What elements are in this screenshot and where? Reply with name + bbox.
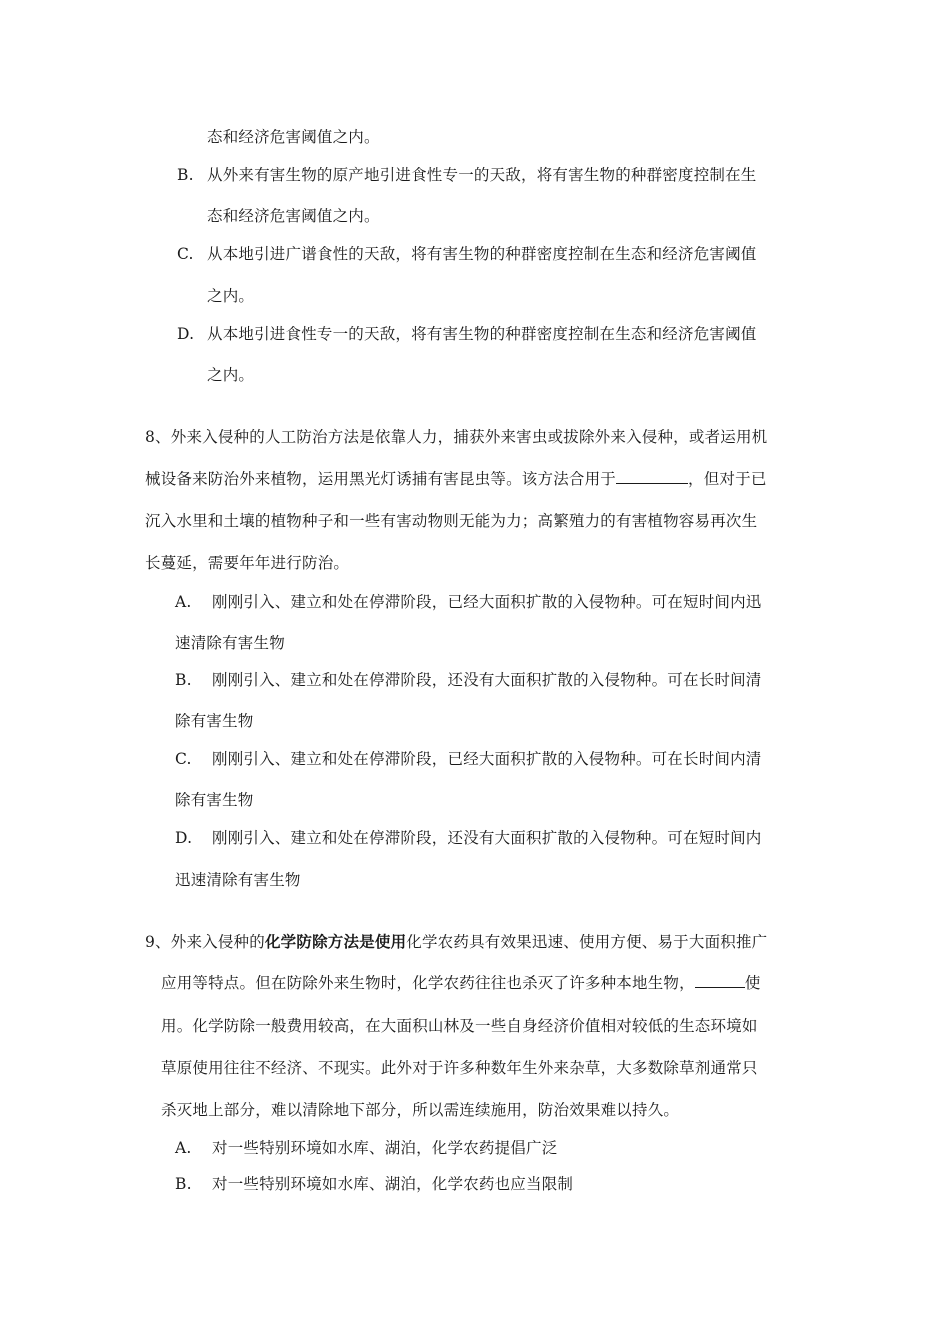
q8-option-a-continuation: 速清除有害生物: [175, 634, 285, 652]
option-text: 刚刚引入、建立和处在停滞阶段，已经大面积扩散的入侵物种。可在长时间内清: [212, 750, 762, 768]
q8-stem-line-1: 8、外来入侵种的人工防治方法是依靠人力，捕获外来害虫或拔除外来入侵种，或者运用机: [145, 428, 768, 446]
q8-stem-text-after-blank: ，但对于已: [688, 470, 767, 488]
q9-stem-line-1: [145, 932, 767, 952]
option-text: 对一些特别环境如水库、湖泊，化学农药也应当限制: [212, 1175, 574, 1193]
option-text: 对一些特别环境如水库、湖泊，化学农药提倡广泛: [212, 1139, 558, 1157]
option-text: 从本地引进食性专一的天敌，将有害生物的种群密度控制在生态和经济危害阈值: [207, 325, 757, 343]
q9-stem-line-2: [161, 973, 761, 993]
q7-option-a-continuation: 态和经济危害阈值之内。: [207, 128, 380, 146]
q7-option-d: [177, 324, 757, 344]
option-text: 刚刚引入、建立和处在停滞阶段，还没有大面积扩散的入侵物种。可在短时间内: [212, 829, 762, 847]
q9-stem-line-3: 用。化学防除一般费用较高，在大面积山林及一些自身经济价值相对较低的生态环境如: [161, 1017, 758, 1035]
q8-option-c: [175, 749, 762, 769]
q9-stem-text: 应用等特点。但在防除外来生物时，化学农药往往也杀灭了许多种本地生物，: [161, 974, 695, 992]
option-letter: D.: [177, 325, 195, 343]
q7-option-c: [177, 244, 757, 264]
q9-stem-line-4: 草原使用往往不经济、不现实。此外对于许多种数年生外来杂草，大多数除草剂通常只: [161, 1059, 758, 1077]
q7-option-b-continuation: 态和经济危害阈值之内。: [207, 207, 380, 225]
q8-stem-line-4: 长蔓延，需要年年进行防治。: [145, 554, 350, 572]
q9-stem-text-after-blank: 使: [744, 974, 761, 992]
q8-option-d-continuation: 迅速清除有害生物: [175, 871, 301, 889]
q9-stem-text-rest: 化学农药具有效果迅速、使用方便、易于大面积推广: [406, 933, 768, 951]
q9-option-a: [175, 1138, 557, 1158]
q8-stem-line-3: 沉入水里和土壤的植物种子和一些有害动物则无能为力；高繁殖力的有害植物容易再次生: [145, 512, 758, 530]
q9-stem-text: 9、外来入侵种的: [145, 933, 265, 951]
q8-option-b-continuation: 除有害生物: [175, 712, 254, 730]
q8-stem-line-2: [145, 469, 767, 489]
option-text: 刚刚引入、建立和处在停滞阶段，已经大面积扩散的入侵物种。可在短时间内迅: [212, 593, 762, 611]
option-text: 从外来有害生物的原产地引进食性专一的天敌，将有害生物的种群密度控制在生: [207, 166, 757, 184]
option-letter: A.: [175, 593, 192, 611]
q7-option-c-continuation: 之内。: [207, 287, 255, 305]
q8-option-d: [175, 828, 762, 848]
option-letter: C.: [175, 750, 192, 768]
q7-option-d-continuation: 之内。: [207, 366, 255, 384]
option-text: 刚刚引入、建立和处在停滞阶段，还没有大面积扩散的入侵物种。可在长时间清: [212, 671, 762, 689]
q9-bold-term: 化学防除方法是使用: [264, 932, 407, 951]
answer-blank[interactable]: [695, 973, 745, 988]
option-letter: A.: [175, 1139, 192, 1157]
option-letter: C.: [177, 245, 194, 263]
q9-option-b: [175, 1174, 573, 1194]
q9-stem-line-5: 杀灭地上部分，难以清除地下部分，所以需连续施用，防治效果难以持久。: [161, 1101, 680, 1119]
option-text: 从本地引进广谱食性的天敌，将有害生物的种群密度控制在生态和经济危害阈值: [207, 245, 757, 263]
option-letter: B.: [175, 1175, 192, 1193]
answer-blank[interactable]: [616, 469, 688, 484]
q8-option-a: [175, 592, 762, 612]
q8-option-c-continuation: 除有害生物: [175, 791, 254, 809]
option-letter: B.: [175, 671, 192, 689]
q7-option-b: [177, 165, 757, 185]
option-letter: D.: [175, 829, 193, 847]
q8-stem-text: 械设备来防治外来植物，运用黑光灯诱捕有害昆虫等。该方法合用于: [145, 470, 617, 488]
q8-option-b: [175, 670, 762, 690]
option-letter: B.: [177, 166, 194, 184]
